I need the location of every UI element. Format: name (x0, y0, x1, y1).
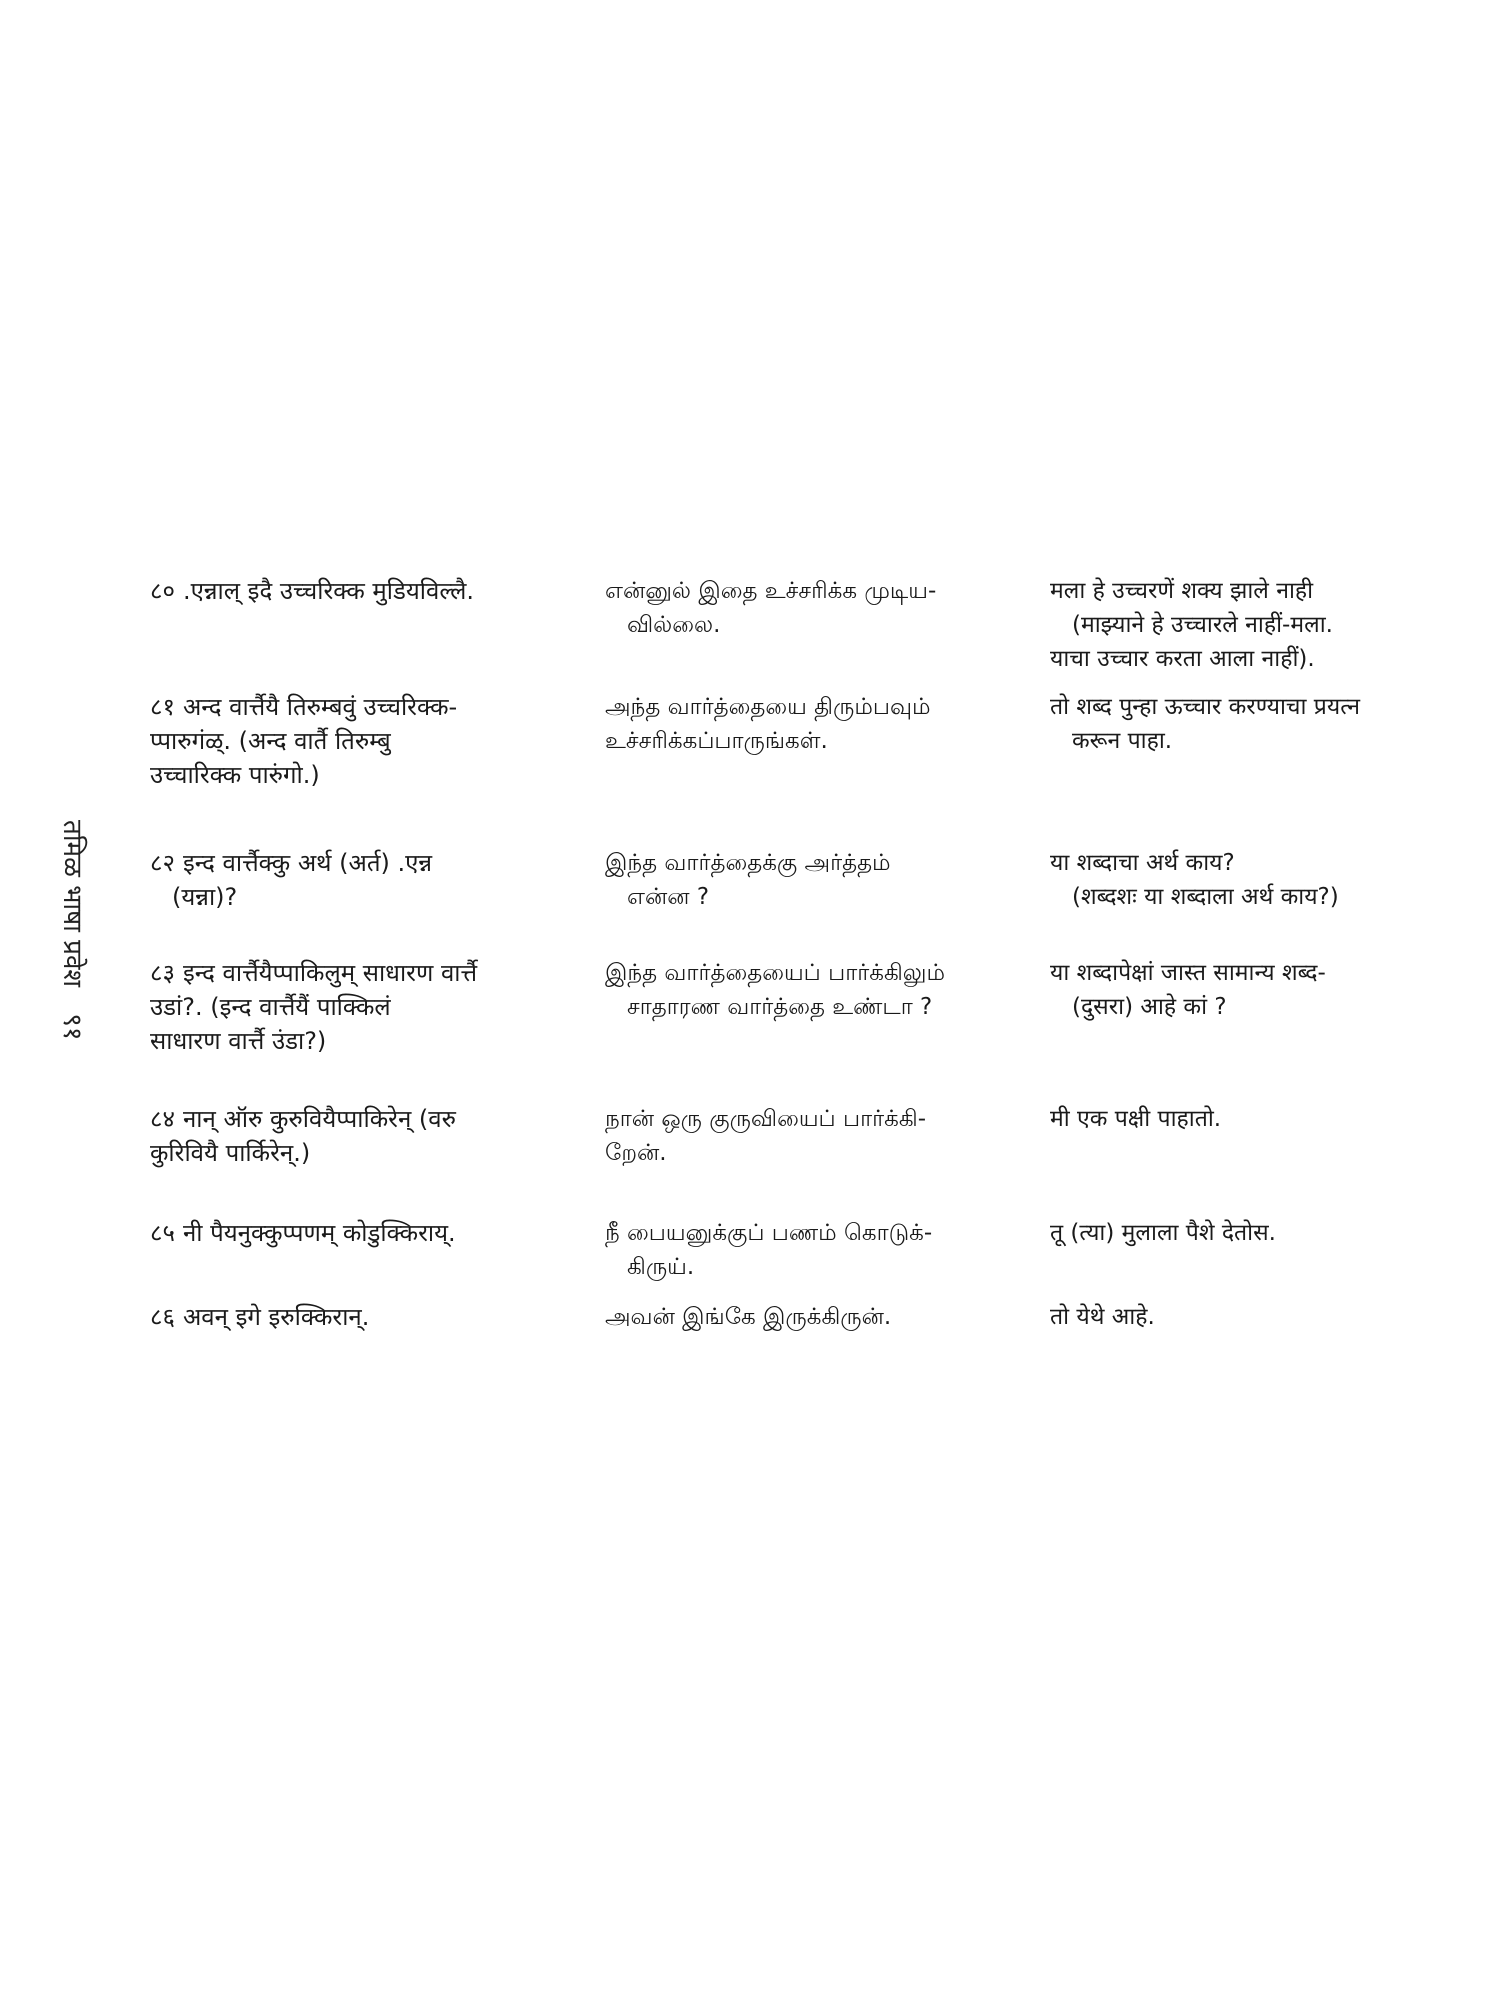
tamil-text (605, 690, 1005, 758)
hindi-transliteration (150, 574, 545, 608)
marathi-translation (1050, 574, 1450, 676)
tamil-text (605, 846, 1005, 914)
tamil-text (605, 574, 1005, 642)
hindi-line: उडां?. (इन्द वार्त्तैयैं पाक्किलं (150, 993, 391, 1021)
phrase-entry (150, 1300, 1450, 1350)
marathi-translation (1050, 1102, 1450, 1136)
entry-number: ८६ (150, 1303, 175, 1331)
running-header (52, 820, 92, 1080)
tamil-line: அவன் இங்கே இருக்கிருன். (605, 1304, 892, 1330)
marathi-translation (1050, 690, 1450, 758)
hindi-line: इन्द वार्त्तैयैप्पाकिलुम् साधारण वार्त्तै (182, 959, 478, 987)
entry-number: ८३ (150, 959, 175, 987)
book-title: तमिळ भाषा प्रवेश (57, 820, 87, 988)
marathi-line: मला हे उच्चरणें शक्य झाले नाही (1050, 578, 1314, 604)
tamil-text (605, 956, 1005, 1024)
tamil-line: என்ன ? (627, 884, 710, 910)
hindi-line: नी पैयनुक्कुप्पणम् कोडुक्किराय्. (182, 1219, 456, 1247)
hindi-line: अवन् इगे इरुक्किरान्. (182, 1303, 370, 1331)
page-number: ९१ (57, 1013, 87, 1041)
marathi-translation (1050, 1216, 1450, 1250)
marathi-line: या शब्दापेक्षां जास्त सामान्य शब्द- (1050, 960, 1326, 986)
hindi-transliteration (150, 846, 545, 914)
marathi-translation (1050, 956, 1450, 1024)
marathi-line: तो येथे आहे. (1050, 1304, 1155, 1330)
hindi-transliteration (150, 1216, 545, 1250)
tamil-line: என்னுல் இதை உச்சரிக்க முடிய- (605, 578, 937, 604)
hindi-transliteration (150, 1300, 545, 1334)
entry-number: ८५ (150, 1219, 175, 1247)
phrase-entry (150, 1216, 1450, 1300)
phrase-entry (150, 574, 1450, 690)
tamil-line: சாதாரண வார்த்தை உண்டா ? (627, 994, 933, 1020)
phrase-entry (150, 956, 1450, 1102)
tamil-line: இந்த வார்த்தைக்கு அர்த்தம் (605, 850, 891, 876)
hindi-line: .एन्नाल् इदै उच्चरिक्क मुडियविल्लै. (182, 577, 475, 605)
hindi-line: नान् ऑरु कुरुवियैप्पाकिरेन् (वरु (182, 1105, 456, 1133)
tamil-line: றேன். (605, 1140, 667, 1166)
hindi-line: इन्द वार्त्तैक्कु अर्थ (अर्त) .एन्न (182, 849, 433, 877)
marathi-line: करून पाहा. (1072, 728, 1173, 754)
hindi-transliteration (150, 690, 545, 792)
tamil-line: வில்லை. (627, 612, 721, 638)
marathi-translation (1050, 1300, 1450, 1334)
marathi-line: मी एक पक्षी पाहातो. (1050, 1106, 1222, 1132)
tamil-line: அந்த வார்த்தையை திரும்பவும் (605, 694, 931, 720)
phrase-entry (150, 846, 1450, 956)
tamil-text (605, 1102, 1005, 1170)
hindi-line: कुरिवियै पार्किरेन्.) (150, 1139, 311, 1167)
tamil-text (605, 1300, 1005, 1334)
entry-number: ८१ (150, 693, 175, 721)
marathi-line: या शब्दाचा अर्थ काय? (1050, 850, 1235, 876)
marathi-line: (शब्दशः या शब्दाला अर्थ काय?) (1072, 884, 1339, 910)
hindi-line: (यन्ना)? (172, 883, 238, 911)
tamil-line: கிருய். (627, 1254, 695, 1280)
hindi-transliteration (150, 1102, 545, 1170)
marathi-line: (दुसरा) आहे कां ? (1072, 994, 1227, 1020)
marathi-line: तो शब्द पुन्हा ऊच्चार करण्याचा प्रयत्न (1050, 694, 1361, 720)
marathi-translation (1050, 846, 1450, 914)
tamil-line: இந்த வார்த்தையைப் பார்க்கிலும் (605, 960, 946, 986)
hindi-line: अन्द वार्त्तैयै तिरुम्बवुं उच्चरिक्क- (182, 693, 458, 721)
tamil-line: நீ பையனுக்குப் பணம் கொடுக்- (605, 1220, 933, 1246)
hindi-transliteration (150, 956, 545, 1058)
hindi-line: प्पारुगंळ्. (अन्द वार्तै तिरुम्बु (150, 727, 391, 755)
phrase-entry (150, 1102, 1450, 1216)
hindi-line: उच्चारिक्क पारुंगो.) (150, 761, 320, 789)
hindi-line: साधारण वार्त्तै उंडा?) (150, 1027, 327, 1055)
entry-number: ८४ (150, 1105, 175, 1133)
marathi-line: तू (त्या) मुलाला पैशे देतोस. (1050, 1220, 1276, 1246)
entry-number: ८२ (150, 849, 175, 877)
marathi-line: (माझ्याने हे उच्चारले नाहीं-मला. (1072, 612, 1333, 638)
tamil-text (605, 1216, 1005, 1284)
tamil-line: உச்சரிக்கப்பாருங்கள். (605, 728, 828, 754)
phrase-entry (150, 690, 1450, 846)
tamil-line: நான் ஒரு குருவியைப் பார்க்கி- (605, 1106, 926, 1132)
entry-number: ८० (150, 577, 175, 605)
marathi-line: याचा उच्चार करता आला नाहीं). (1050, 646, 1315, 672)
phrase-table (150, 574, 1450, 1350)
